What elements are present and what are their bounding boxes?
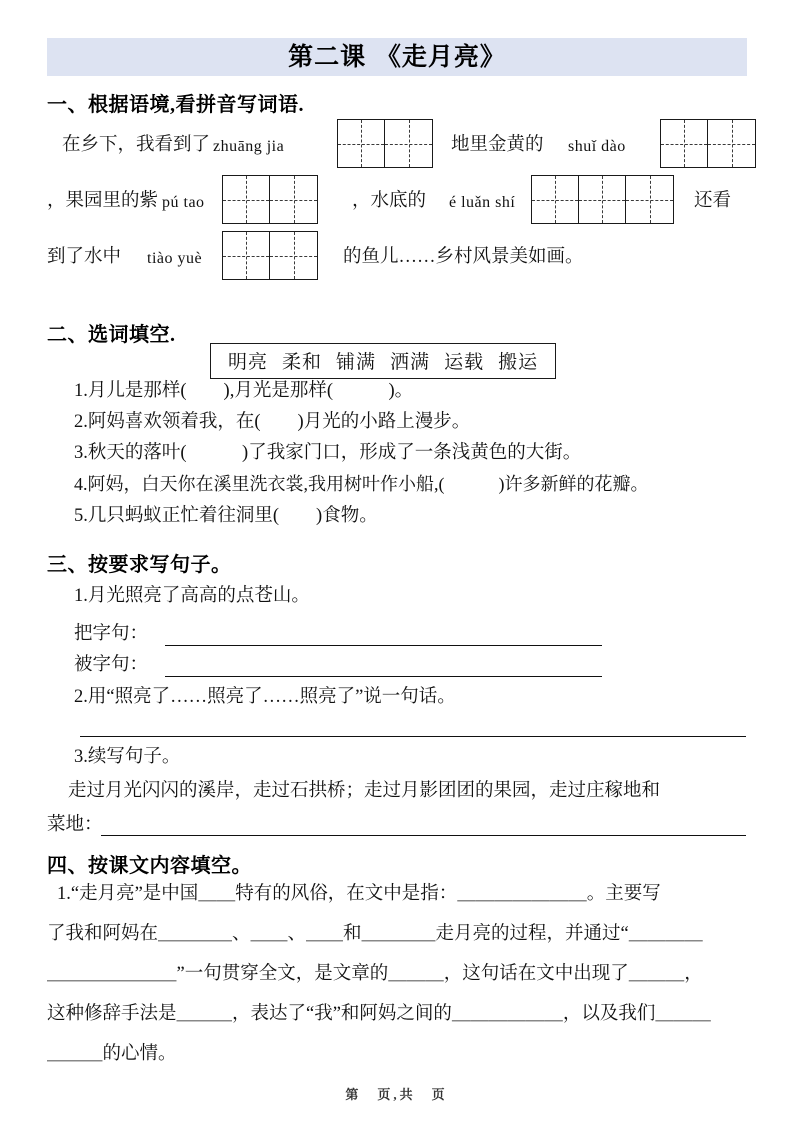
page-footer: 第 页,共 页 <box>345 1087 448 1102</box>
grid-cell[interactable] <box>532 176 579 223</box>
s1-line1-part-a: 在乡下，我看到了 <box>62 135 211 155</box>
s3-bei-sentence-answer-line[interactable] <box>165 676 602 677</box>
grid-cell[interactable] <box>579 176 626 223</box>
s4-line-1: 1.“走月亮”是中国＿＿特有的风俗，在文中是指：＿＿＿＿＿＿＿。主要写 <box>57 884 661 904</box>
word-bank-item-5[interactable]: 搬运 <box>498 352 539 373</box>
s1-pinyin-zhuangjia: zhuāng jia <box>213 138 285 155</box>
grid-cell[interactable] <box>661 120 708 167</box>
s1-line2-part-a: ，果园里的紫 <box>47 191 159 211</box>
grid-shuidao[interactable] <box>660 119 756 168</box>
s3-question-1: 1.月光照亮了高高的点苍山。 <box>74 586 310 606</box>
s1-pinyin-putao: pú tao <box>162 194 205 211</box>
grid-cell[interactable] <box>626 176 673 223</box>
word-bank-item-3[interactable]: 洒满 <box>390 352 431 373</box>
section-4-heading: 四、按课文内容填空。 <box>47 855 252 877</box>
grid-cell[interactable] <box>270 232 317 279</box>
section-2-heading: 二、选词填空. <box>47 324 176 346</box>
grid-zhuangjia[interactable] <box>337 119 433 168</box>
s1-line3-part-b: 的鱼儿……乡村风景美如画。 <box>343 247 584 267</box>
s1-line2-part-b: ，水底的 <box>352 191 427 211</box>
grid-cell[interactable] <box>708 120 755 167</box>
s3-question-3-text-line1: 走过月光闪闪的溪岸，走过石拱桥；走过月影团团的果园，走过庄稼地和 <box>68 781 661 801</box>
s1-pinyin-shuidao: shuǐ dào <box>568 138 626 155</box>
page-title: 第二课 《走月亮》 <box>288 42 506 71</box>
s3-question-3: 3.续写句子。 <box>74 747 181 767</box>
grid-tiaoyue[interactable] <box>222 231 318 280</box>
word-bank-item-0[interactable]: 明亮 <box>228 352 269 373</box>
s3-bei-sentence-label: 被字句： <box>74 655 149 675</box>
word-bank-item-4[interactable]: 运载 <box>444 352 485 373</box>
s4-line-3: ＿＿＿＿＿＿＿”一句贯穿全文，是文章的＿＿＿，这句话在文中出现了＿＿＿， <box>47 964 703 984</box>
s3-question-3-text-line2: 菜地： <box>47 815 103 835</box>
s4-line-4: 这种修辞手法是＿＿＿，表达了“我”和阿妈之间的＿＿＿＿＿＿，以及我们＿＿＿ <box>47 1004 711 1024</box>
s1-line2-part-c: 还看 <box>694 191 732 211</box>
s2-item-2: 2.阿妈喜欢领着我，在( )月光的小路上漫步。 <box>74 412 471 432</box>
grid-cell[interactable] <box>223 232 270 279</box>
section-3-heading: 三、按要求写句子。 <box>47 554 232 576</box>
grid-cell[interactable] <box>338 120 385 167</box>
s2-item-1: 1.月儿是那样( ),月光是那样( )。 <box>74 381 414 401</box>
s3-question-2-answer-line[interactable] <box>80 736 746 737</box>
s3-ba-sentence-label: 把字句： <box>74 624 149 644</box>
word-bank-item-2[interactable]: 铺满 <box>336 352 377 373</box>
grid-cell[interactable] <box>385 120 432 167</box>
grid-eluanshi[interactable] <box>531 175 674 224</box>
word-bank <box>210 343 556 379</box>
s3-question-3-answer-line[interactable] <box>101 835 746 836</box>
s1-line3-part-a: 到了水中 <box>47 247 122 267</box>
s3-question-2: 2.用“照亮了……照亮了……照亮了”说一句话。 <box>74 687 456 707</box>
s2-item-5: 5.几只蚂蚁正忙着往洞里( )食物。 <box>74 506 378 526</box>
s1-pinyin-eluanshi: é luǎn shí <box>449 194 516 211</box>
word-bank-item-1[interactable]: 柔和 <box>282 352 323 373</box>
s1-pinyin-tiaoyue: tiào yuè <box>147 250 203 267</box>
s3-ba-sentence-answer-line[interactable] <box>165 645 602 646</box>
s2-item-4: 4.阿妈，白天你在溪里洗衣裳,我用树叶作小船,( )许多新鲜的花瓣。 <box>74 474 649 494</box>
grid-cell[interactable] <box>270 176 317 223</box>
s4-line-2: 了我和阿妈在＿＿＿＿、＿＿、＿＿和＿＿＿＿走月亮的过程，并通过“＿＿＿＿ <box>47 924 703 944</box>
s4-line-5: ＿＿＿的心情。 <box>47 1044 177 1064</box>
grid-putao[interactable] <box>222 175 318 224</box>
section-1-heading: 一、根据语境,看拼音写词语. <box>47 94 304 116</box>
s1-line1-part-b: 地里金黄的 <box>451 135 544 155</box>
grid-cell[interactable] <box>223 176 270 223</box>
s2-item-3: 3.秋天的落叶( )了我家门口，形成了一条浅黄色的大街。 <box>74 443 582 463</box>
